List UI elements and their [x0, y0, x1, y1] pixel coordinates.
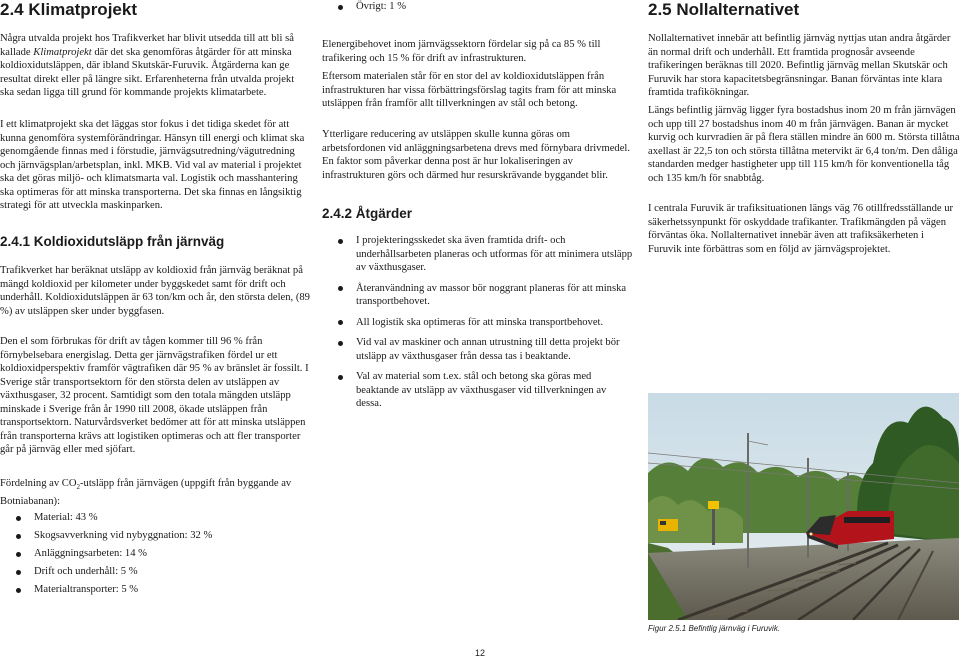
- bullet-icon: [338, 375, 343, 380]
- list-item: Drift och underhåll: 5 %: [0, 565, 312, 579]
- figure-caption: Figur 2.5.1 Befintlig järnväg i Furuvik.: [648, 624, 781, 633]
- list-item: Vid val av maskiner och annan utrustning till detta projekt bör utsläpp av växthusgaser från dessa tas i beaktande.: [322, 336, 634, 363]
- bullet-icon: [16, 552, 21, 557]
- railway-photo-image: [648, 393, 959, 620]
- list-item: Anläggningsarbeten: 14 %: [0, 547, 312, 561]
- paragraph-klimatprojekt-focus: I ett klimatprojekt ska det läggas stor fokus i det tidiga skedet för att kunna genomföra systemförändringar. Hänsyn till energi och klimat ska genomgående finnas med i förstudie, järnvägsutredning/vägutredning och järnvägsplan/arbetsplan, inkl. MKB. Vid val av material i projektet ska det göras miljö- och klimatsmarta val. Logistik och masshantering ska optimeras för att minska transporterna. Det ska finnas en långsiktig strategi för att utveckla maskinparken.: [0, 119, 305, 211]
- paragraph-koldioxid-calc: Trafikverket har beräknat utsläpp av koldioxid från järnväg beräknat på mängd koldioxid per kilometer under byggskedet samt för drift och underhåll. Koldioxidutsläppen är 63 ton/km och år, den största delen, (89 %) av utsläppen sker under byggfasen.: [0, 265, 310, 317]
- bullet-icon: [338, 320, 343, 325]
- co2-distribution-list-continued: [322, 0, 634, 14]
- paragraph-bostadshus: Längs befintlig järnväg ligger fyra bostadshus inom 20 m från järnvägen och upp till 27 bostadshus inom 40 m från järnvägen. Banan är mycket kurvig och kurvradien är på flera ställen mindre än 600 m. Största tillåtna axellast är 22,5 ton och största tillåtna metervikt är 6,4 ton/m. Den dåliga standarden medger hastigheter upp till 115 km/h för konventionella tåg och 135 km/h för snabbtåg.: [648, 105, 960, 184]
- list-item: I projekteringsskedet ska även framtida drift- och underhållsarbeten planeras och utformas för att minimera utsläpp av växthusgaser.: [322, 234, 634, 275]
- list-item: Skogsavverkning vid nybyggnation: 32 %: [0, 529, 312, 543]
- paragraph-electricity: Den el som förbrukas för drift av tågen kommer till 96 % från förnybelsebara energislag. Detta ger järnvägstrafiken fördel ur ett koldioxidperspektiv framför vägtrafiken där 95 % av bränslet är fossilt. I Sverige står transportsektorn för den största delen av utsläppen av växthusgaser, 32 procent. Samtidigt som den totala mängden utsläpp minskade i Sverige från år 1990 till 2008, ökade utsläppen från transportsektorn. Naturvårdsverket bedömer att för att minska utsläppen från transporterna krävs att logistiken optimeras och att fler transporter går på järnväg eller med sjöfart.: [0, 336, 309, 455]
- subsection-title-atgarder: 2.4.2 Åtgärder: [322, 206, 413, 221]
- bullet-icon: [338, 5, 343, 10]
- paragraph-reduction: Ytterligare reducering av utsläppen skulle kunna göras om arbetsfordonen vid anläggningsarbetena drevs med förnybara drivmedel. En faktor som påverkar denna post är hur lokaliseringen av infrastrukturen görs och därmed hur resurskrävande byggandet blir.: [322, 129, 630, 181]
- railway-photo: [648, 393, 959, 620]
- paragraph-co2-distribution-intro: Fördelning av $CO_2$-utsläpp från järnvägen (uppgift från byggande av Botniabanan):: [0, 478, 292, 507]
- paragraph-klimatprojekt-intro: Några utvalda projekt hos Trafikverket har blivit utsedda till att bli så kallade Klimatprojekt där det ska genomföras åtgärder för att minska koldioxidutsläppen, där ibland Skutskär-Furuvik. Åtgärderna kan ge resultat direkt eller på längre sikt. Erfarenheterna från utvalda projekt ska sedan ligga till grund för kommande projekts klimatarbete.: [0, 33, 295, 98]
- section-title-klimatprojekt: 2.4 Klimatprojekt: [0, 0, 137, 19]
- subsection-title-koldioxid: 2.4.1 Koldioxidutsläpp från järnväg: [0, 234, 225, 249]
- bullet-icon: [16, 588, 21, 593]
- co2-distribution-list: [0, 511, 312, 597]
- list-item: Övrigt: 1 %: [322, 0, 634, 14]
- bullet-icon: [338, 239, 343, 244]
- page-number: 12: [474, 648, 485, 658]
- bullet-icon: [338, 286, 343, 291]
- list-item: Återanvändning av massor bör noggrant planeras för att minska transportbehovet.: [322, 282, 634, 309]
- bullet-icon: [16, 516, 21, 521]
- atgarder-list: [322, 234, 634, 411]
- paragraph-furuvik-traffic: I centrala Furuvik är trafiksituationen längs väg 76 otillfredsställande ur säkerhetssynpunkt för oskyddade trafikanter. Trafikmängden på vägen förväntas öka. Nollalternativet innebär även att trafiksäkerheten i Furuvik inte förbättras som en följd av järnvägsprojektet.: [648, 203, 954, 255]
- bullet-icon: [16, 570, 21, 575]
- list-item: Val av material som t.ex. stål och betong ska göras med beaktande av utsläpp av växthusgaser vid tillverkningen av dessa.: [322, 370, 634, 411]
- paragraph-nollalternativet-intro: Nollalternativet innebär att befintlig järnväg nyttjas utan andra åtgärder än normal drift och underhåll. Ett framtida prognosår avseende trafikeringen beräknas till 2020. Befintlig järnväg mellan Skutskär och Furuvik har stora kapacitetsbegränsningar. Banan förväntas inte klara framtida trafikökningar.: [648, 33, 951, 98]
- list-item: Materialtransporter: 5 %: [0, 583, 312, 597]
- section-title-nollalternativet: 2.5 Nollalternativet: [648, 0, 800, 19]
- paragraph-energy-split: Elenergibehovet inom järnvägssektorn fördelar sig på ca 85 % till trafikering och 15 % för drift av infrastrukturen.: [322, 39, 601, 64]
- bullet-icon: [16, 534, 21, 539]
- list-item: All logistik ska optimeras för att minska transportbehovet.: [322, 316, 634, 330]
- list-item: Material: 43 %: [0, 511, 312, 525]
- bullet-icon: [338, 341, 343, 346]
- paragraph-materials: Eftersom materialen står för en stor del av koldioxidutsläppen från infrastrukturen har vissa förbättringsförslag tagits fram för att minska utsläppen från framför allt tillverkningen av stål och betong.: [322, 71, 617, 109]
